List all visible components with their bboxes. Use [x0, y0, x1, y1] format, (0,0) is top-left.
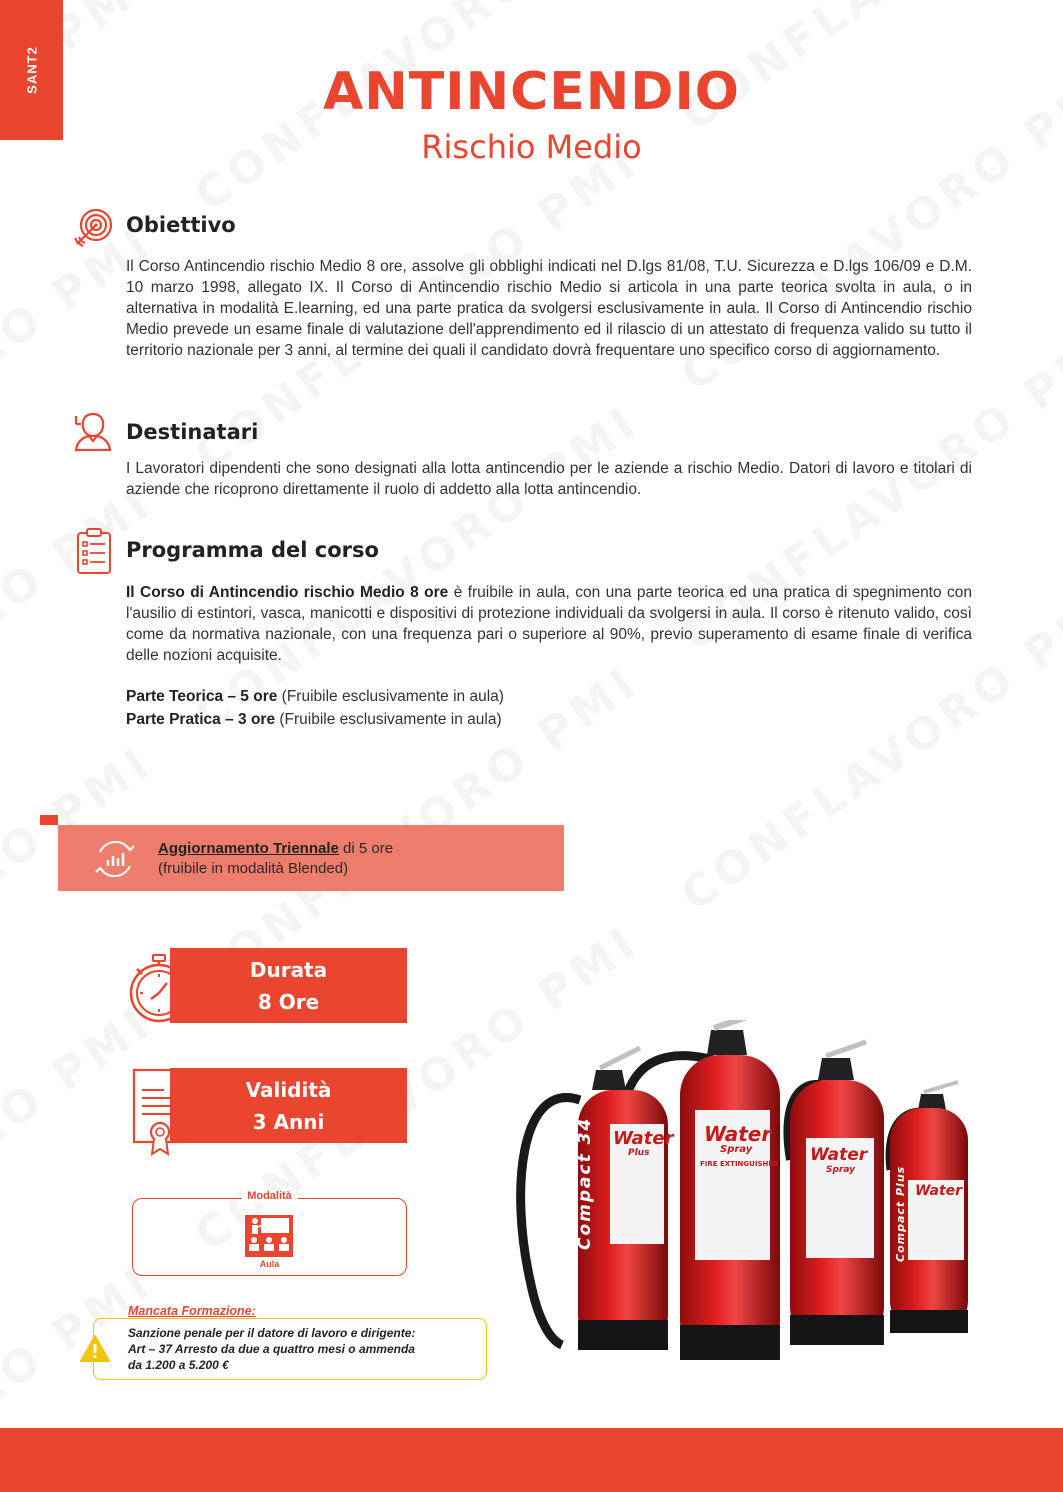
programma-text: [126, 582, 972, 666]
programma-heading: Programma del corso: [126, 538, 379, 562]
aggiornamento-mode: (fruibile in modalità Blended): [158, 860, 349, 877]
obiettivo-heading: Obiettivo: [126, 213, 236, 237]
refresh-chart-icon: [92, 836, 138, 882]
modalita-box: [132, 1190, 407, 1276]
aggiornamento-title: Aggiornamento Triennale: [158, 840, 339, 857]
obiettivo-text: Il Corso Antincendio rischio Medio 8 ore, assolve gli obblighi indicati nel D.lgs 81/08, T.U. Sicurezza e D.lgs 106/09 e D.M. 10 marzo 1998, allegato IX. Il Corso di Antincendio rischio Medio si articola in una parte teorica svolta in aula, o in alternativa in modalità E.learning, ed una parte pratica da svolgersi esclusivamente in aula. Il Corso di Antincendio rischio Medio prevede un esame finale di valutazione dell'apprendimento ed il rilascio di un attestato di frequenza valido su tutto il territorio nazionale per 3 anni, al termine dei quali il candidato dovrà frequentare uno specifico corso di aggiornamento.: [126, 258, 972, 359]
aggiornamento-banner: [58, 825, 564, 891]
validita-value: 3 Anni: [252, 1110, 325, 1134]
extinguisher-4-label: Water: [915, 1183, 963, 1199]
programma-bold-lead: Il Corso di Antincendio rischio Medio 8 ore: [126, 584, 449, 601]
destinatari-heading: Destinatari: [126, 420, 259, 444]
classroom-icon: [245, 1215, 293, 1257]
clipboard-checklist-icon: [76, 527, 112, 575]
extinguisher-2-sub: Spray: [720, 1144, 753, 1155]
sanzione-line: da 1.200 a 5.200 €: [128, 1358, 229, 1372]
extinguisher-1-brand: Compact 34: [575, 1116, 595, 1250]
validita-label: Validità: [245, 1078, 332, 1102]
durata-value: 8 Ore: [257, 990, 320, 1014]
side-tab-code: SANT2: [24, 46, 39, 94]
sanzione-line: Sanzione penale per il datore di lavoro e dirigente:: [128, 1326, 416, 1340]
mancata-title: Mancata Formazione:: [128, 1304, 256, 1318]
extinguisher-4-brand: Compact Plus: [894, 1165, 907, 1262]
modalita-mode: Aula: [259, 1259, 280, 1269]
aggiornamento-hours: di 5 ore: [338, 840, 394, 857]
durata-box: [170, 948, 407, 1023]
destinatari-text: I Lavoratori dipendenti che sono designati alla lotta antincendio per le aziende a rischio Medio. Datori di lavoro e titolari di aziende che ricoprono direttamente il ruolo di addetto alla lotta antincendio.: [126, 460, 972, 498]
person-icon: [72, 410, 114, 452]
parte-teorica-label: Parte Teorica – 5 ore: [126, 688, 278, 705]
extinguisher-3-sub: Spray: [826, 1165, 856, 1175]
extinguisher-3-label: Water: [810, 1145, 868, 1165]
sanzione-line: Art – 37 Arresto da due a quattro mesi o ammenda: [128, 1342, 415, 1356]
extinguisher-2-type: FIRE EXTINGUISHER: [700, 1160, 779, 1168]
aggiornamento-accent: [40, 815, 58, 825]
parte-teorica: [126, 688, 504, 706]
extinguisher-2-label: Water: [704, 1122, 772, 1146]
extinguisher-1-sub: Plus: [628, 1148, 650, 1158]
aggiornamento-text: [158, 839, 393, 879]
sanzione-text: [128, 1325, 483, 1373]
target-icon: [72, 207, 114, 249]
footer-bar: [0, 1428, 1063, 1492]
programma-body: è fruibile in aula, con una parte teorica ed una pratica di spegnimento con l'ausilio di estintori, vasca, manicotti e dispositivi di protezione individuali da svolgersi in aula. Il corso è ritenuto valido, così come da normativa nazionale, con una frequenza pari o superiore al 90%, previo superamento di esame finale di verifica delle nozioni acquisite.: [126, 584, 973, 664]
parte-pratica-note: (Fruibile esclusivamente in aula): [275, 711, 502, 728]
page-title: ANTINCENDIO: [322, 62, 741, 122]
warning-icon: [79, 1334, 111, 1364]
parte-pratica-label: Parte Pratica – 3 ore: [126, 711, 276, 728]
extinguisher-1-label: Water: [613, 1128, 674, 1149]
modalita-label: Modalità: [241, 1190, 298, 1202]
durata-label: Durata: [249, 958, 328, 982]
page-subtitle: Rischio Medio: [421, 128, 642, 166]
parte-pratica: [126, 711, 502, 729]
parte-teorica-note: (Fruibile esclusivamente in aula): [277, 688, 504, 705]
validita-box: [170, 1068, 407, 1143]
